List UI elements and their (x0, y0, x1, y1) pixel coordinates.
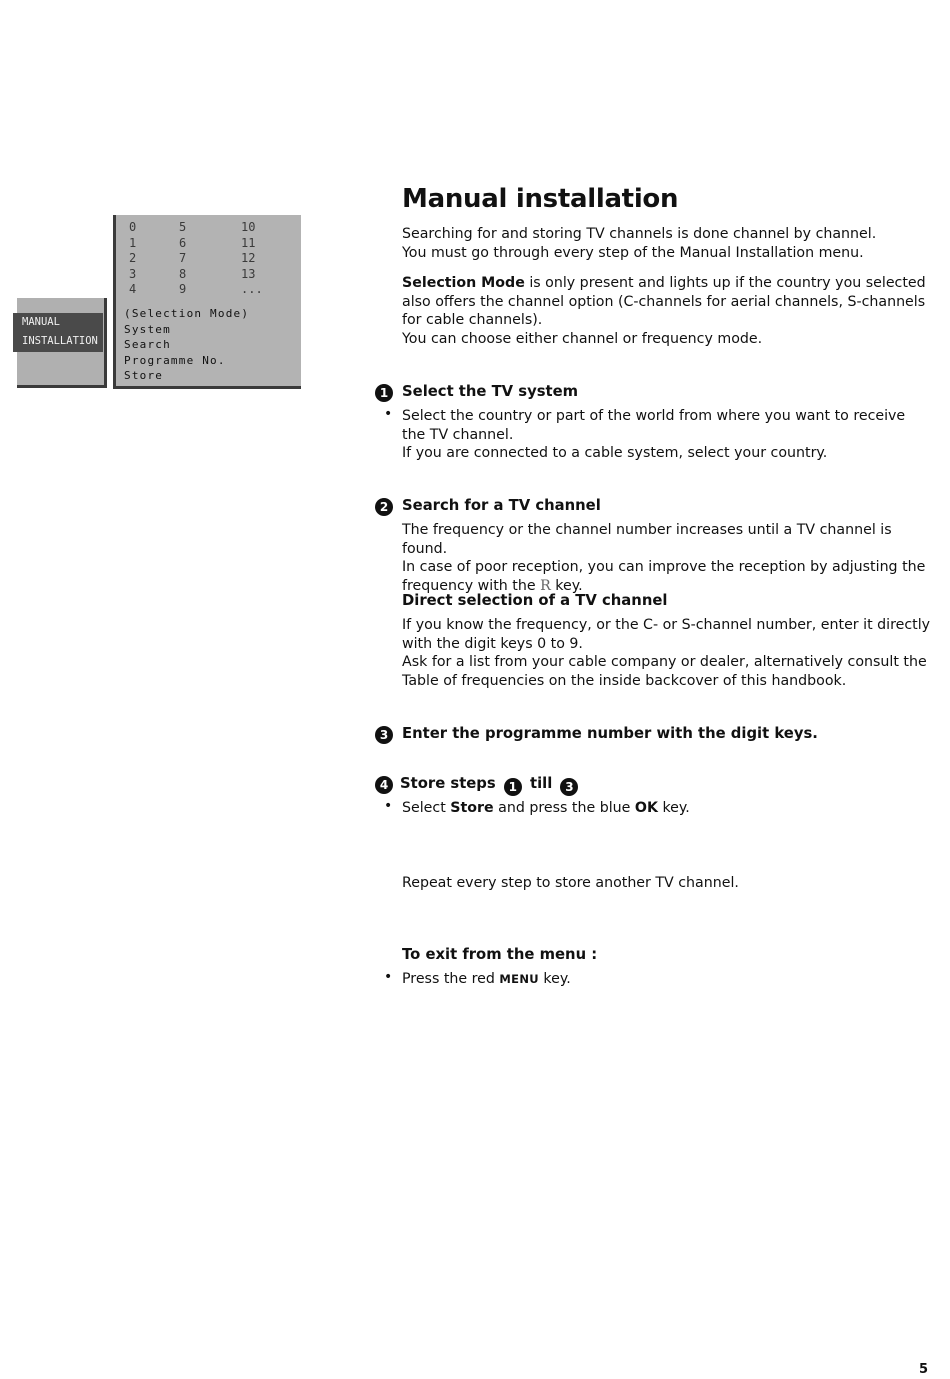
osd-item-store: Store (124, 369, 164, 382)
step-2-heading: Search for a TV channel (402, 497, 601, 514)
bullet-icon: • (384, 406, 393, 422)
osd-grid-row: 3 8 13 (129, 266, 256, 281)
osd-channel-grid (129, 220, 281, 298)
repeat-text: Repeat every step to store another TV channel. (402, 875, 739, 891)
step-1-ref-icon: 1 (504, 778, 522, 796)
osd-item-search: Search (124, 338, 171, 351)
step-2-text: The frequency or the channel number increases until a TV channel is found. In case of poor reception, you can improve the reception by adjusting the frequency with the R key. (402, 522, 926, 594)
page-title: Manual installation (402, 184, 679, 214)
bullet-icon: • (384, 969, 393, 985)
osd-menu-panel-right (113, 215, 301, 389)
step-3-heading: Enter the programme number with the digit keys. (402, 725, 818, 742)
step-1-heading: Select the TV system (402, 383, 579, 400)
osd-item-programme-no: Programme No. (124, 353, 226, 367)
osd-menu-items (124, 306, 249, 384)
osd-grid-row: 4 9 ... (129, 282, 263, 296)
step-1-text: Select the country or part of the world from where you want to receive the TV channel. If you are connected to a cable system, select your country. (402, 408, 906, 462)
step-4-number-icon: 4 (375, 776, 393, 794)
exit-menu-heading: To exit from the menu : (402, 946, 598, 963)
intro-paragraph: Searching for and storing TV channels is done channel by channel. You must go through every step of the Manual Installation menu. (402, 226, 877, 261)
direct-selection-text: If you know the frequency, or the C- or S-channel number, enter it directly with the digit keys 0 to 9. Ask for a list from your cable company or dealer, alternatively consult the Table of frequencies on the inside backcover of this handbook. (402, 617, 931, 689)
bullet-icon: • (384, 798, 393, 814)
page-number: 5 (919, 1362, 929, 1377)
menu-key-label: MENU (499, 972, 539, 986)
osd-manual-installation-tag: MANUAL INSTALLATION (13, 313, 103, 352)
step-2-number-icon: 2 (375, 498, 393, 516)
osd-grid-row: 2 7 12 (129, 251, 256, 265)
step-3-ref-icon: 3 (560, 778, 578, 796)
step-4-heading: Store steps 1 till 3 (400, 775, 581, 796)
step-1-number-icon: 1 (375, 384, 393, 402)
direct-selection-heading: Direct selection of a TV channel (402, 592, 668, 609)
osd-grid-row: 1 6 11 (129, 235, 256, 250)
selection-mode-paragraph: Selection Mode is only present and lights up if the country you selected also offers the channel option (C-channels for aerial channels, S-channels for cable channels). You can choose either channel or frequency mode. (402, 275, 926, 347)
exit-menu-text: Press the red MENU key. (402, 971, 571, 987)
r-key-icon: R (540, 577, 551, 594)
osd-item-selection-mode: (Selection Mode) (124, 307, 250, 320)
step-4-text: Select Store and press the blue OK key. (402, 800, 690, 816)
step-3-number-icon: 3 (375, 726, 393, 744)
osd-item-system: System (124, 322, 171, 336)
osd-grid-row: 0 5 10 (129, 220, 256, 234)
